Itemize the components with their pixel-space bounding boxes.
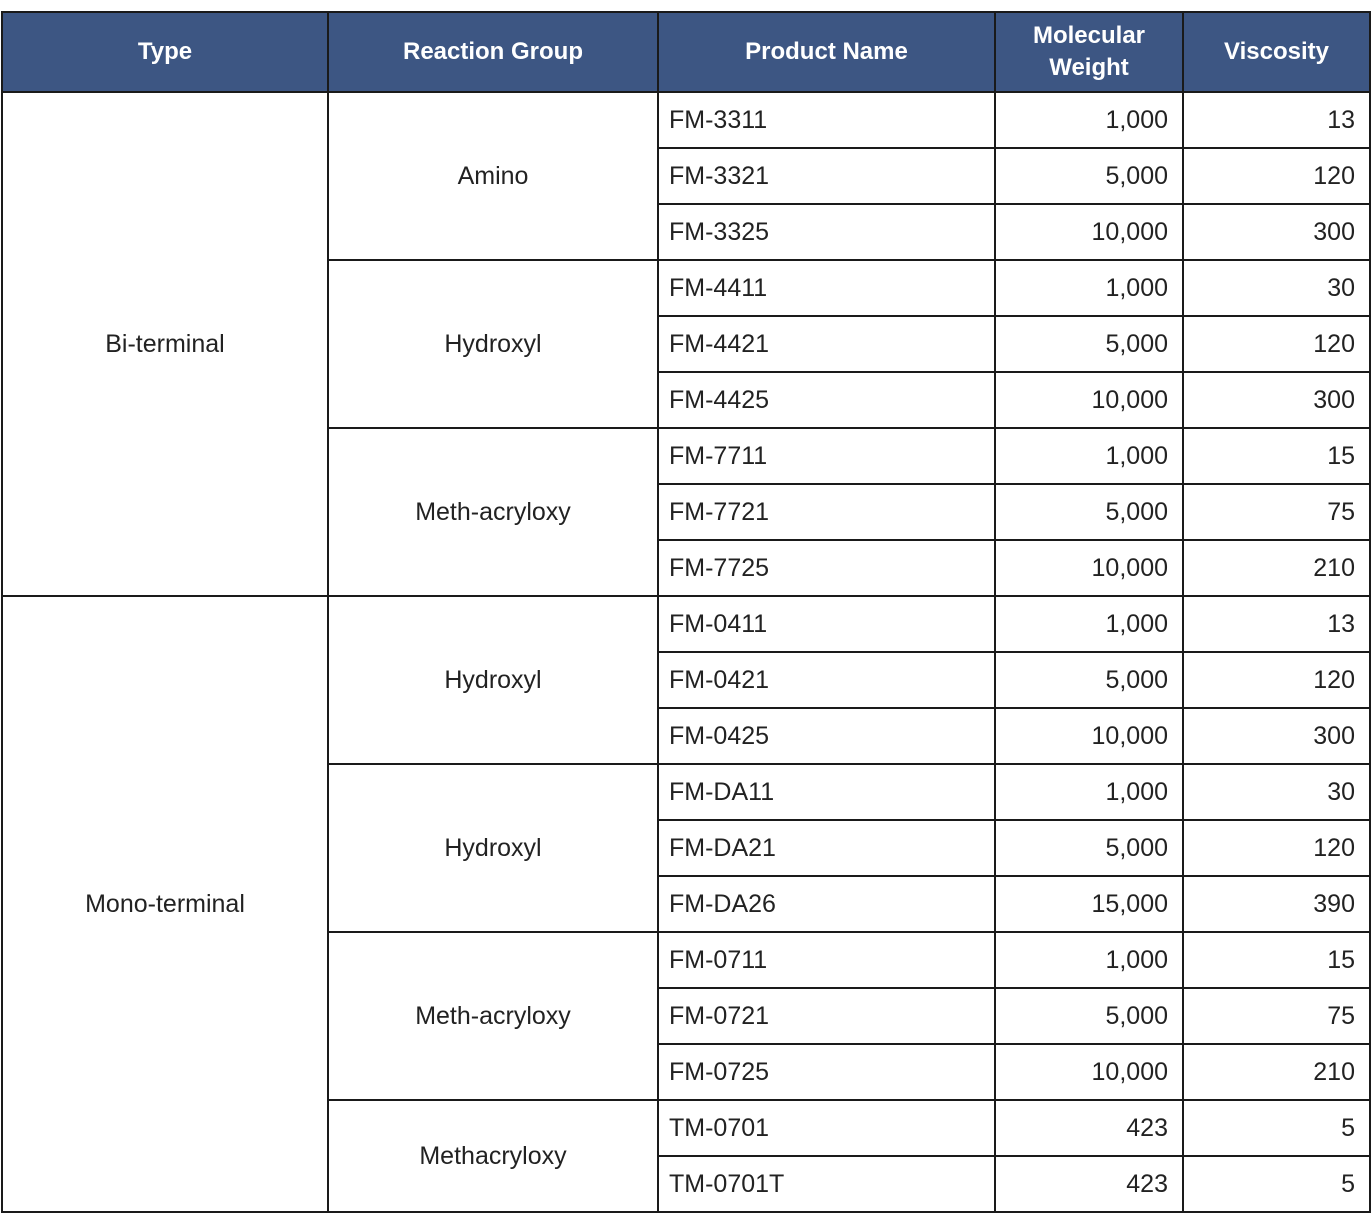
molecular-weight-cell: 1,000 (995, 932, 1183, 988)
molecular-weight-cell: 1,000 (995, 260, 1183, 316)
molecular-weight-cell: 1,000 (995, 596, 1183, 652)
molecular-weight-cell: 5,000 (995, 148, 1183, 204)
viscosity-cell: 75 (1183, 988, 1370, 1044)
header-molecular-weight (995, 12, 1183, 92)
product-name-cell: FM-0411 (658, 596, 995, 652)
product-name-cell: FM-0721 (658, 988, 995, 1044)
reaction-group-cell: Amino (328, 92, 658, 260)
product-name-cell: FM-0725 (658, 1044, 995, 1100)
reaction-group-cell: Hydroxyl (328, 260, 658, 428)
header-product-name: Product Name (658, 12, 995, 92)
viscosity-cell: 120 (1183, 652, 1370, 708)
molecular-weight-cell: 1,000 (995, 92, 1183, 148)
molecular-weight-cell: 10,000 (995, 372, 1183, 428)
molecular-weight-cell: 10,000 (995, 1044, 1183, 1100)
product-name-cell: FM-4425 (658, 372, 995, 428)
viscosity-cell: 5 (1183, 1156, 1370, 1212)
product-name-cell: FM-7711 (658, 428, 995, 484)
molecular-weight-cell: 15,000 (995, 876, 1183, 932)
product-name-cell: FM-0425 (658, 708, 995, 764)
product-name-cell: FM-4411 (658, 260, 995, 316)
product-name-cell: TM-0701T (658, 1156, 995, 1212)
product-name-cell: FM-3321 (658, 148, 995, 204)
product-name-cell: FM-7721 (658, 484, 995, 540)
header-type: Type (2, 12, 328, 92)
viscosity-cell: 75 (1183, 484, 1370, 540)
header-molecular-weight-line1: Molecular (1032, 22, 1146, 49)
product-name-cell: FM-DA11 (658, 764, 995, 820)
molecular-weight-cell: 10,000 (995, 708, 1183, 764)
viscosity-cell: 15 (1183, 932, 1370, 988)
reaction-group-cell: Meth-acryloxy (328, 932, 658, 1100)
reaction-group-cell: Hydroxyl (328, 764, 658, 932)
table-row (2, 596, 1370, 652)
header-molecular-weight-line2: Weight (1049, 54, 1129, 81)
viscosity-cell: 30 (1183, 764, 1370, 820)
viscosity-cell: 390 (1183, 876, 1370, 932)
viscosity-cell: 120 (1183, 820, 1370, 876)
type-cell: Mono-terminal (2, 596, 328, 1212)
header-viscosity: Viscosity (1183, 12, 1370, 92)
table-row (2, 92, 1370, 148)
product-name-cell: FM-0711 (658, 932, 995, 988)
viscosity-cell: 120 (1183, 148, 1370, 204)
viscosity-cell: 300 (1183, 372, 1370, 428)
viscosity-cell: 15 (1183, 428, 1370, 484)
viscosity-cell: 13 (1183, 596, 1370, 652)
product-name-cell: FM-DA21 (658, 820, 995, 876)
product-name-cell: FM-4421 (658, 316, 995, 372)
molecular-weight-cell: 10,000 (995, 540, 1183, 596)
molecular-weight-cell: 1,000 (995, 764, 1183, 820)
viscosity-cell: 30 (1183, 260, 1370, 316)
molecular-weight-cell: 5,000 (995, 988, 1183, 1044)
header-row (2, 12, 1370, 92)
product-name-cell: FM-3325 (658, 204, 995, 260)
reaction-group-cell: Hydroxyl (328, 596, 658, 764)
viscosity-cell: 210 (1183, 540, 1370, 596)
reaction-group-cell: Meth-acryloxy (328, 428, 658, 596)
header-reaction-group: Reaction Group (328, 12, 658, 92)
type-cell: Bi-terminal (2, 92, 328, 596)
viscosity-cell: 300 (1183, 204, 1370, 260)
product-table (1, 11, 1371, 1213)
viscosity-cell: 13 (1183, 92, 1370, 148)
viscosity-cell: 300 (1183, 708, 1370, 764)
molecular-weight-cell: 10,000 (995, 204, 1183, 260)
product-name-cell: FM-0421 (658, 652, 995, 708)
molecular-weight-cell: 5,000 (995, 484, 1183, 540)
molecular-weight-cell: 423 (995, 1156, 1183, 1212)
product-name-cell: TM-0701 (658, 1100, 995, 1156)
product-name-cell: FM-7725 (658, 540, 995, 596)
viscosity-cell: 210 (1183, 1044, 1370, 1100)
molecular-weight-cell: 1,000 (995, 428, 1183, 484)
molecular-weight-cell: 5,000 (995, 820, 1183, 876)
product-name-cell: FM-3311 (658, 92, 995, 148)
table-header (2, 12, 1370, 92)
molecular-weight-cell: 5,000 (995, 316, 1183, 372)
viscosity-cell: 5 (1183, 1100, 1370, 1156)
molecular-weight-cell: 5,000 (995, 652, 1183, 708)
molecular-weight-cell: 423 (995, 1100, 1183, 1156)
reaction-group-cell: Methacryloxy (328, 1100, 658, 1212)
product-name-cell: FM-DA26 (658, 876, 995, 932)
viscosity-cell: 120 (1183, 316, 1370, 372)
table-body (2, 92, 1370, 1212)
